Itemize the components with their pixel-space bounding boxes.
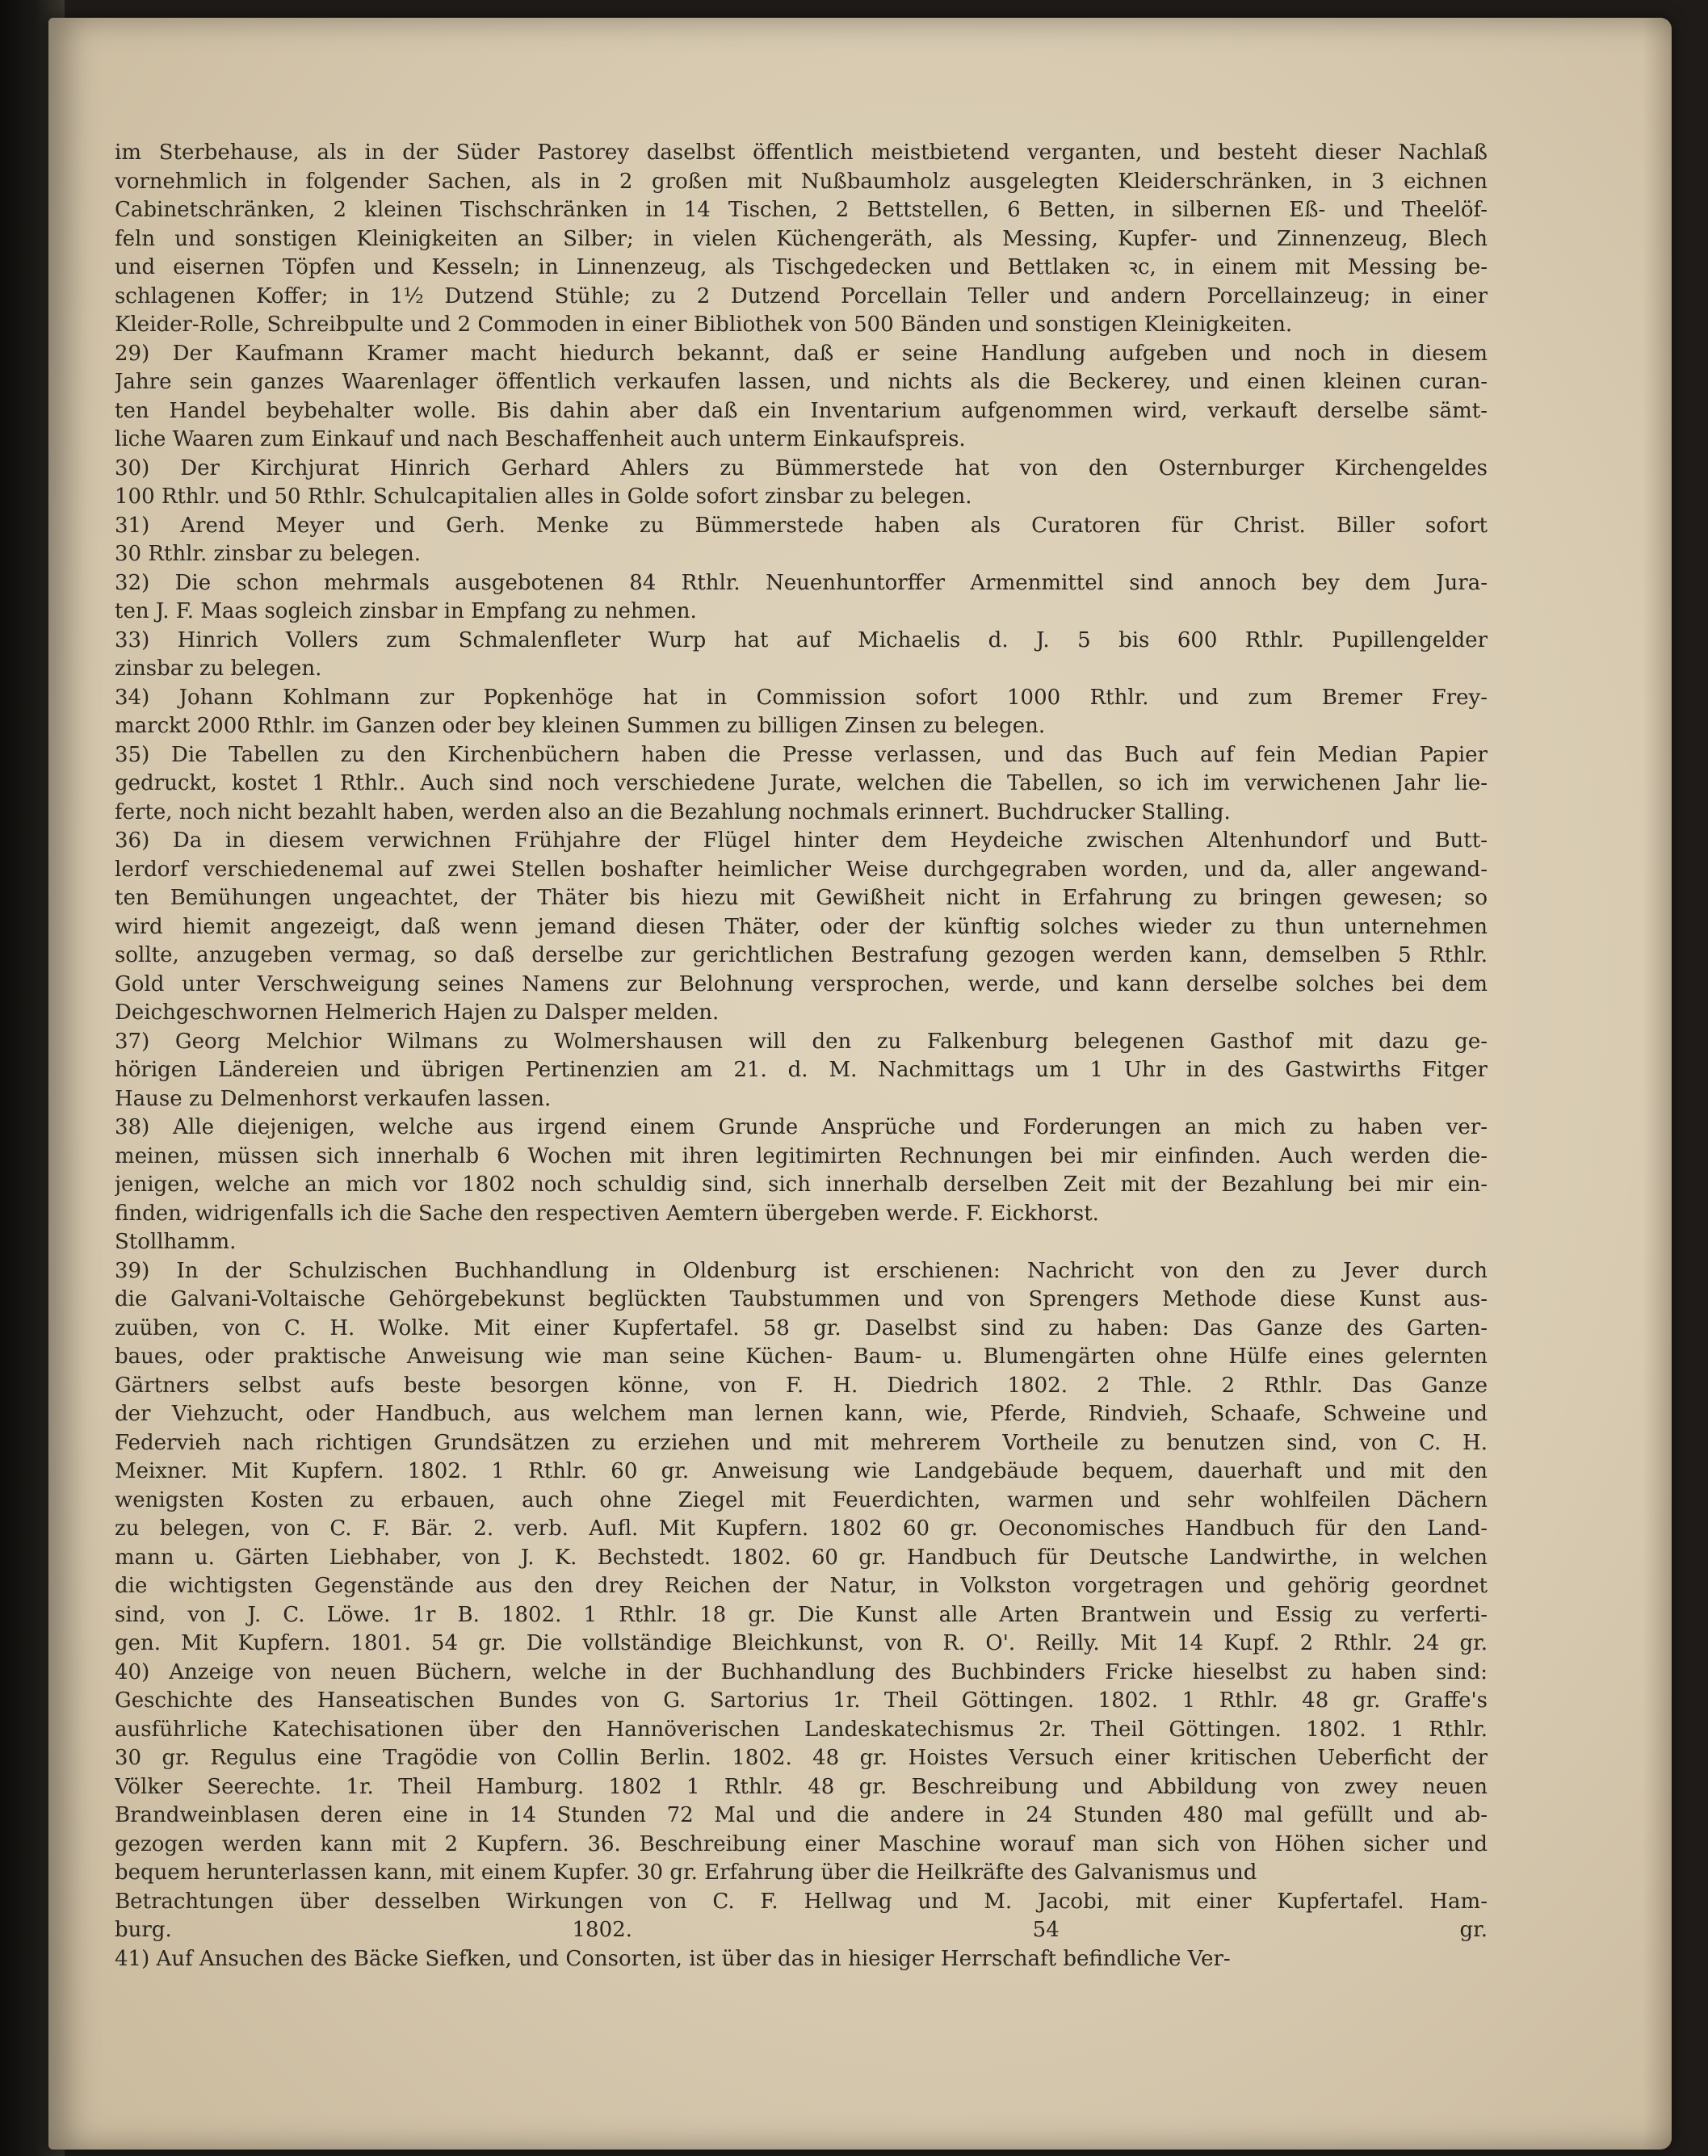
text-line: ausführliche Katechisationen über den Hannöverischen Landeskatechismus 2r. Theil Göttingen. 1802. 1 Rthlr. (115, 1717, 1488, 1742)
text-line: lerdorf verschiedenemal auf zwei Stellen boshafter heimlicher Weise durchgegraben worden, und da, aller angewand- (115, 857, 1488, 882)
text-line: 33) Hinrich Vollers zum Schmalenfleter Wurp hat auf Michaelis d. J. 5 bis 600 Rthlr. Pupillengelder (115, 627, 1488, 652)
text-line: meinen, müssen sich innerhalb 6 Wochen mit ihren legitimirten Rechnungen bei mir einfinden. Auch werden die- (115, 1143, 1488, 1168)
text-line: gedruckt, kostet 1 Rthlr.. Auch sind noch verschiedene Jurate, welchen die Tabellen, so ich im verwichenen Jahr lie- (115, 771, 1488, 795)
text-line: baues, oder praktische Anweisung wie man seine Küchen- Baum- u. Blumengärten ohne Hülfe eines gelernten (115, 1344, 1488, 1369)
text-line: 30 Rthlr. zinsbar zu belegen. (115, 542, 421, 566)
text-line: Völker Seerechte. 1r. Theil Hamburg. 1802 1 Rthlr. 48 gr. Beschreibung und Abbildung von zwey neuen (115, 1774, 1488, 1799)
text-line: schlagenen Koffer; in 1½ Dutzend Stühle; zu 2 Dutzend Porcellain Teller und andern Porcellainzeug; in einer (115, 283, 1488, 308)
text-line: zu belegen, von C. F. Bär. 2. verb. Aufl. Mit Kupfern. 1802 60 gr. Oeconomisches Handbuch für den Land- (115, 1516, 1488, 1541)
text-line: Gärtners selbst aufs beste besorgen könne, von F. H. Diedrich 1802. 2 Thle. 2 Rthlr. Das Ganze (115, 1373, 1488, 1398)
text-line: bequem herunterlassen kann, mit einem Kupfer. 30 gr. Erfahrung über die Heilkräfte des Galvanismus und (115, 1860, 1257, 1885)
text-line: die Galvani-Voltaische Gehörgebekunst beglückten Taubstummen und von Sprengers Methode diese Kunst aus- (115, 1287, 1488, 1311)
text-line: jenigen, welche an mich vor 1802 noch schuldig sind, sich innerhalb derselben Zeit mit der Bezahlung bei mir ein- (115, 1172, 1488, 1197)
page-edge-shadow (1643, 18, 1672, 2150)
text-line: Brandweinblasen deren eine in 14 Stunden 72 Mal und die andere in 24 Stunden 480 mal gefüllt und ab- (115, 1803, 1488, 1827)
text-block (115, 139, 1488, 1974)
text-line: 100 Rthlr. und 50 Rthlr. Schulcapitalien alles in Golde sofort zinsbar zu belegen. (115, 484, 972, 509)
text-line: liche Waaren zum Einkauf und nach Beschaffenheit auch unterm Einkaufspreis. (115, 427, 966, 451)
text-line: 30) Der Kirchjurat Hinrich Gerhard Ahlers zu Bümmerstede hat von den Osternburger Kirchengeldes (115, 455, 1488, 480)
text-line: Meixner. Mit Kupfern. 1802. 1 Rthlr. 60 gr. Anweisung wie Landgebäude bequem, dauerhaft und mit den (115, 1459, 1488, 1483)
text-line: ten Handel beybehalter wolle. Bis dahin aber daß ein Inventarium aufgenommen wird, verkauft derselbe sämt- (115, 398, 1488, 423)
text-line: hörigen Ländereien und übrigen Pertinenzien am 21. d. M. Nachmittags um 1 Uhr in des Gastwirths Fitger (115, 1058, 1488, 1082)
text-line: gen. Mit Kupfern. 1801. 54 gr. Die vollständige Bleichkunst, von R. O'. Reilly. Mit 14 Kupf. 2 Rthlr. 24 gr. (115, 1631, 1488, 1655)
text-line: Federvieh nach richtigen Grundsätzen zu erziehen und mit mehrerem Vortheile zu benutzen sind, von C. H. (115, 1430, 1488, 1455)
text-line: ferte, noch nicht bezahlt haben, werden also an die Bezahlung nochmals erinnert. Buchdrucker Stalling. (115, 799, 1231, 824)
text-line: marckt 2000 Rthlr. im Ganzen oder bey kleinen Summen zu billigen Zinsen zu belegen. (115, 714, 1046, 738)
text-line: sind, von J. C. Löwe. 1r B. 1802. 1 Rthlr. 18 gr. Die Kunst alle Arten Brantwein und Essig zu verferti- (115, 1602, 1488, 1627)
text-line: sollte, anzugeben vermag, so daß derselbe zur gerichtlichen Bestrafung gezogen werden kann, demselben 5 Rthlr. (115, 943, 1488, 967)
text-line: 34) Johann Kohlmann zur Popkenhöge hat in Commission sofort 1000 Rthlr. und zum Bremer Frey- (115, 685, 1488, 710)
text-line: 32) Die schon mehrmals ausgebotenen 84 Rthlr. Neuenhuntorffer Armenmittel sind annoch bey dem Jura- (115, 570, 1488, 595)
text-line: burg. 1802. 54 gr. (115, 1918, 1488, 1942)
text-line: ten J. F. Maas sogleich zinsbar in Empfang zu nehmen. (115, 599, 697, 623)
text-line: zuüben, von C. H. Wolke. Mit einer Kupfertafel. 58 gr. Daselbst sind zu haben: Das Ganze des Garten- (115, 1315, 1488, 1340)
text-line: im Sterbehause, als in der Süder Pastorey daselbst öffentlich meistbietend verganten, und besteht dieser Nachlaß (115, 141, 1488, 165)
text-line: wird hiemit angezeigt, daß wenn jemand diesen Thäter, oder der künftig solches wieder zu thun unternehmen (115, 914, 1488, 939)
text-line: 39) In der Schulzischen Buchhandlung in Oldenburg ist erschienen: Nachricht von den zu Jever durch (115, 1258, 1488, 1283)
text-line: 40) Anzeige von neuen Büchern, welche in der Buchhandlung des Buchbinders Fricke hieselbst zu haben sind: (115, 1659, 1488, 1684)
text-line: 38) Alle diejenigen, welche aus irgend einem Grunde Ansprüche und Forderungen an mich zu haben ver- (115, 1115, 1488, 1139)
text-line: der Viehzucht, oder Handbuch, aus welchem man lernen kann, wie, Pferde, Rindvieh, Schaafe, Schweine und (115, 1402, 1488, 1426)
text-line: vornehmlich in folgender Sachen, als in 2 großen mit Nußbaumholz ausgelegten Kleiderschränken, in 3 eichnen (115, 169, 1488, 194)
text-line: Hause zu Delmenhorst verkaufen lassen. (115, 1086, 552, 1111)
text-line: Cabinetschränken, 2 kleinen Tischschränken in 14 Tischen, 2 Bettstellen, 6 Betten, in silbernen Eß- und Theelöf- (115, 198, 1488, 222)
text-line: 41) Auf Ansuchen des Bäcke Siefken, und Consorten, ist über das in hiesiger Herrschaft befindliche Ver- (115, 1946, 1231, 1971)
text-line: zinsbar zu belegen. (115, 656, 322, 681)
text-line: wenigsten Kosten zu erbauen, auch ohne Ziegel mit Feuerdichten, warmen und sehr wohlfeilen Dächern (115, 1487, 1488, 1512)
text-line: 37) Georg Melchior Wilmans zu Wolmershausen will den zu Falkenburg belegenen Gasthof mit dazu ge- (115, 1029, 1488, 1054)
text-line: Kleider-Rolle, Schreibpulte und 2 Commoden in einer Bibliothek von 500 Bänden und sonstigen Kleinigkeiten. (115, 312, 1293, 337)
text-line: 30 gr. Regulus eine Tragödie von Collin Berlin. 1802. 48 gr. Hoistes Versuch einer kritischen Ueberficht der (115, 1746, 1488, 1770)
text-line: finden, widrigenfalls ich die Sache den respectiven Aemtern übergeben werde. F. Eickhorst. (115, 1201, 1099, 1226)
text-line: Geschichte des Hanseatischen Bundes von G. Sartorius 1r. Theil Göttingen. 1802. 1 Rthlr. 48 gr. Graffe's (115, 1688, 1488, 1713)
paper-page (48, 18, 1672, 2150)
text-line: gezogen werden kann mit 2 Kupfern. 36. Beschreibung einer Maschine worauf man sich von Höhen sicher und (115, 1831, 1488, 1856)
text-line: 36) Da in diesem verwichnen Frühjahre der Flügel hinter dem Heydeiche zwischen Altenhundorf und Butt- (115, 828, 1488, 853)
text-line: Gold unter Verschweigung seines Namens zur Belohnung versprochen, werde, und kann derselbe solches bei dem (115, 971, 1488, 996)
text-line: feln und sonstigen Kleinigkeiten an Silber; in vielen Küchengeräth, als Messing, Kupfer- und Zinnenzeug, Blech (115, 226, 1488, 251)
text-line: 31) Arend Meyer und Gerh. Menke zu Bümmerstede haben als Curatoren für Christ. Biller sofort (115, 513, 1488, 538)
text-line: 29) Der Kaufmann Kramer macht hiedurch bekannt, daß er seine Handlung aufgeben und noch in diesem (115, 341, 1488, 366)
text-line: die wichtigsten Gegenstände aus den drey Reichen der Natur, in Volkston vorgetragen und gehörig geordnet (115, 1574, 1488, 1598)
text-line: und eisernen Töpfen und Kesseln; in Linnenzeug, als Tischgedecken und Bettlaken ꝛc, in einem mit Messing be- (115, 255, 1488, 279)
text-line: mann u. Gärten Liebhaber, von J. K. Bechstedt. 1802. 60 gr. Handbuch für Deutsche Landwirthe, in welchen (115, 1545, 1488, 1570)
text-line: Deichgeschwornen Helmerich Hajen zu Dalsper melden. (115, 1000, 720, 1025)
text-line: Stollhamm. (115, 1230, 237, 1254)
text-line: Jahre sein ganzes Waarenlager öffentlich verkaufen lassen, und nichts als die Beckerey, und einen kleinen curan- (115, 370, 1488, 394)
text-line: 35) Die Tabellen zu den Kirchenbüchern haben die Presse verlassen, und das Buch auf fein Median Papier (115, 742, 1488, 767)
text-line: Betrachtungen über desselben Wirkungen von C. F. Hellwag und M. Jacobi, mit einer Kupfertafel. Ham- (115, 1889, 1488, 1914)
text-line: ten Bemühungen ungeachtet, der Thäter bis hiezu mit Gewißheit nicht in Erfahrung zu bringen gewesen; so (115, 886, 1488, 910)
